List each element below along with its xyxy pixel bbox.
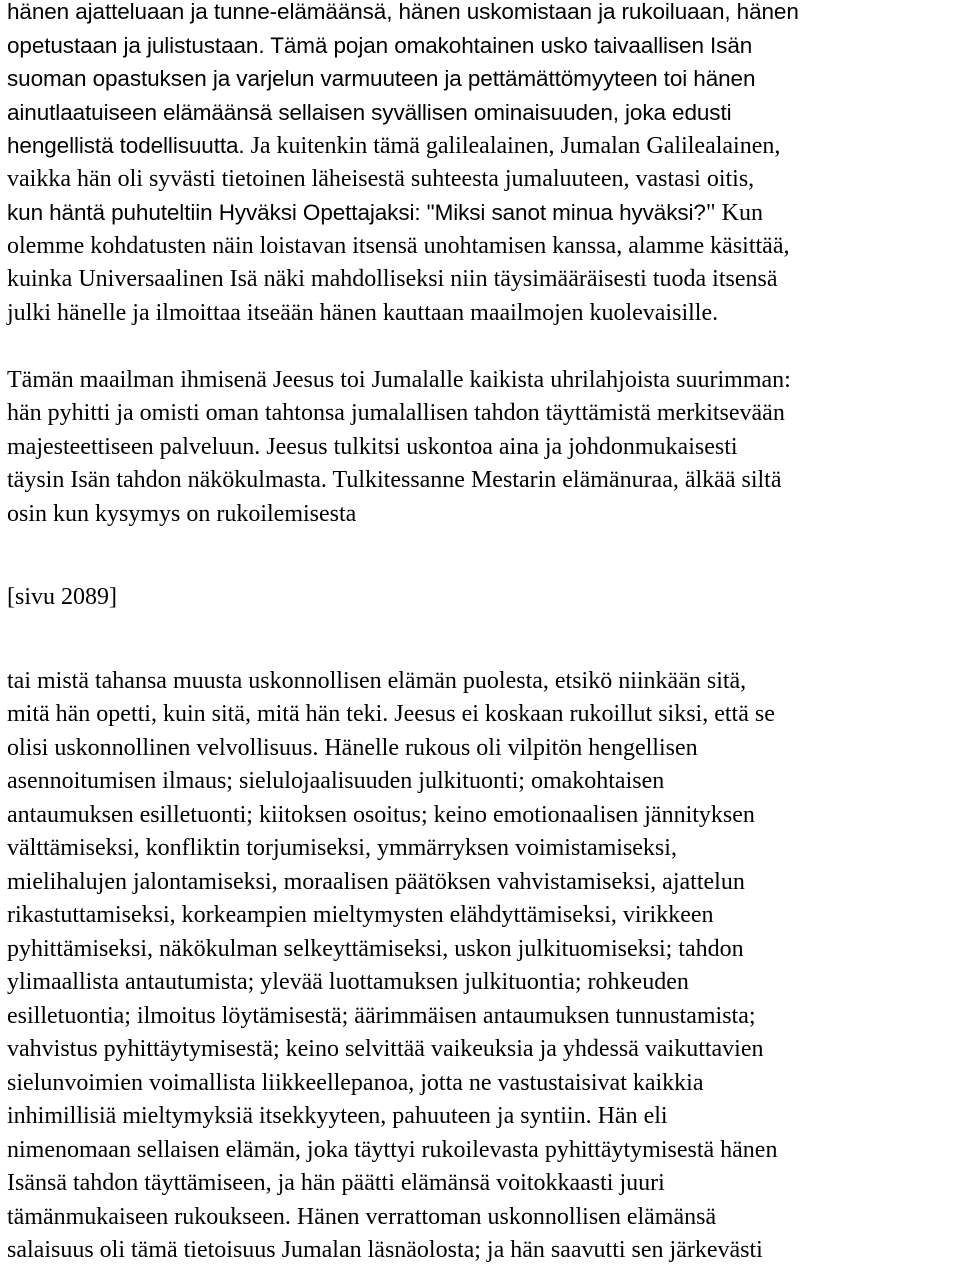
text-line: Isänsä tahdon täyttämiseen, ja hän päätti elämänsä voitokkaasti juuri (7, 1170, 665, 1196)
text-line: hän pyhitti ja omisti oman tahtonsa jumalallisen tahdon täyttämistä merkitsevään (7, 400, 785, 426)
text-line: ylimaallista antautumista; ylevää luottamuksen julkituontia; rohkeuden (7, 969, 689, 995)
document-page (7, 0, 957, 1268)
text-line: sielunvoimien voimallista liikkeellepanoa, jotta ne vastustaisivat kaikkia (7, 1069, 704, 1096)
paragraph-3 (7, 665, 957, 1268)
paragraph-1 (7, 0, 957, 330)
text-line: tämänmukaiseen rukoukseen. Hänen verrattoman uskonnollisen elämänsä (7, 1203, 717, 1230)
text-line: olemme kohdatusten näin loistavan itsensä unohtamisen kanssa, alamme käsittää, (7, 232, 790, 259)
text-line: vaikka hän oli syvästi tietoinen läheisestä suhteesta jumaluuteen, vastasi oitis, (7, 165, 755, 192)
text-span: hengellistä todellisuutta. (7, 133, 245, 158)
text-line: osin kun kysymys on rukoilemisesta (7, 500, 357, 527)
text-span: " Kun (705, 200, 763, 226)
text-line: ainutlaatuiseen elämäänsä sellaisen syvällisen ominaisuuden, joka edusti (7, 99, 732, 125)
text-line: opetustaan ja julistustaan. Tämä pojan omakohtainen usko taivaallisen Isän (7, 32, 753, 58)
text-line: inhimillisiä mieltymyksiä itsekkyyteen, pahuuteen ja syntiin. Hän eli (7, 1103, 668, 1129)
text-line: nimenomaan sellaisen elämän, joka täyttyi rukoilevasta pyhittäytymisestä hänen (7, 1136, 778, 1163)
text-line: mielihalujen jalontamiseksi, moraalisen päätöksen vahvistamiseksi, ajattelun (7, 868, 745, 895)
text-line: esilletuontia; ilmoitus löytämisestä; äärimmäisen antaumuksen tunnustamista; (7, 1002, 756, 1029)
text-line: olisi uskonnollinen velvollisuus. Hänelle rukous oli vilpitön hengellisen (7, 734, 698, 761)
paragraph-2 (7, 364, 957, 532)
text-line (7, 196, 957, 230)
text-line (7, 129, 957, 163)
text-line: kuinka Universaalinen Isä näki mahdolliseksi niin täysimääräisesti tuoda itsensä (7, 266, 778, 292)
text-line: Tämän maailman ihmisenä Jeesus toi Jumalalle kaikista uhrilahjoista suurimman: (7, 366, 791, 393)
text-line: julki hänelle ja ilmoittaa itseään hänen kauttaan maailmojen kuolevaisille. (7, 299, 719, 326)
text-line: antaumuksen esilletuonti; kiitoksen osoitus; keino emotionaalisen jännityksen (7, 801, 755, 828)
text-line: tai mistä tahansa muusta uskonnollisen elämän puolesta, etsikö niinkään sitä, (7, 667, 747, 694)
text-line: salaisuus oli tämä tietoisuus Jumalan läsnäolosta; ja hän saavutti sen järkevästi (7, 1237, 763, 1263)
text-line: täysin Isän tahdon näkökulmasta. Tulkitessanne Mestarin elämänuraa, älkää siltä (7, 467, 782, 493)
text-span: Ja kuitenkin tämä galilealainen, Jumalan Galilealainen, (244, 133, 781, 159)
text-line: pyhittämiseksi, näkökulman selkeyttämiseksi, uskon julkituomiseksi; tahdon (7, 935, 744, 962)
page-number-marker: [sivu 2089] (7, 584, 117, 610)
paragraph-gap (7, 615, 957, 665)
text-span: kun häntä puhuteltiin Hyväksi Opettajaksi: "Miksi sanot minua hyväksi? (7, 200, 706, 225)
text-line: rikastuttamiseksi, korkeampien mieltymysten elähdyttämiseksi, virikkeen (7, 902, 714, 928)
text-line: suoman opastuksen ja varjelun varmuuteen ja pettämättömyyteen toi hänen (7, 66, 756, 91)
paragraph-gap (7, 531, 957, 581)
text-line: asennoitumisen ilmaus; sielulojaalisuuden julkituonti; omakohtaisen (7, 768, 665, 794)
paragraph-gap (7, 330, 957, 364)
text-line: vahvistus pyhittäytymisestä; keino selvittää vaikeuksia ja yhdessä vaikuttavien (7, 1036, 764, 1062)
text-line: välttämiseksi, konfliktin torjumiseksi, ymmärryksen voimistamiseksi, (7, 835, 677, 861)
text-line: majesteettiseen palveluun. Jeesus tulkitsi uskontoa aina ja johdonmukaisesti (7, 433, 738, 460)
text-line: mitä hän opetti, kuin sitä, mitä hän teki. Jeesus ei koskaan rukoillut siksi, että se (7, 701, 775, 727)
text-line: hänen ajatteluaan ja tunne-elämäänsä, hänen uskomistaan ja rukoiluaan, hänen (7, 0, 799, 24)
